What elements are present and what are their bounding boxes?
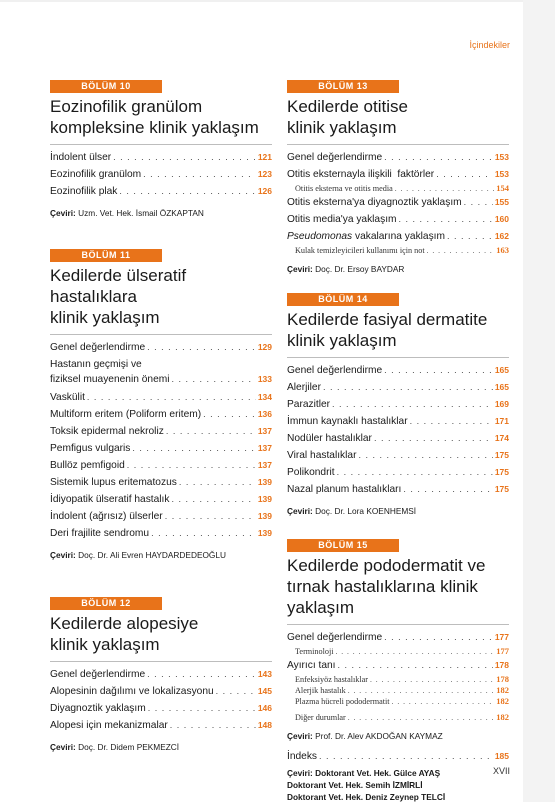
dot-leader: [216, 683, 256, 700]
toc-page-number: 163: [496, 245, 509, 255]
toc-page-number: 139: [257, 477, 272, 487]
toc-entry-text: Eozinofilik plak: [50, 186, 118, 197]
translator-label: Çeviri:: [50, 208, 79, 218]
toc-entry-text: Kulak temizleyicileri kullanımı için not: [295, 246, 425, 255]
dot-leader: [410, 413, 493, 430]
toc-page-number: 153: [494, 152, 509, 162]
dot-leader: [427, 245, 495, 256]
toc-entry[interactable]: [50, 440, 272, 457]
translator-credit: [50, 741, 272, 753]
dot-leader: [338, 657, 493, 674]
translator-credit: [50, 549, 272, 561]
toc-entry-text: Vaskülit: [50, 392, 85, 403]
chapter-section: [287, 539, 509, 742]
toc-subentry[interactable]: [287, 674, 509, 685]
toc-entry[interactable]: [287, 166, 509, 183]
chapter-title: [50, 96, 272, 138]
toc-entry-text: Genel değerlendirme: [287, 152, 383, 163]
toc-page-number: 175: [494, 450, 509, 460]
chapter-badge: BÖLÜM 13: [287, 80, 399, 93]
title-rule: [50, 661, 272, 662]
toc-entry-text: Ayırıcı tanı: [287, 660, 336, 671]
chapter-badge: BÖLÜM 14: [287, 293, 399, 306]
translator-name: Uzm. Vet. Hek. İsmail ÖZKAPTAN: [78, 208, 204, 218]
chapter-title-line: Kedilerde alopesiye: [50, 614, 199, 633]
translator-label: Çeviri:: [287, 506, 316, 516]
toc-entry[interactable]: [50, 183, 272, 200]
dot-leader: [127, 457, 256, 474]
toc-page-number: 154: [496, 183, 509, 193]
toc-entry[interactable]: [50, 666, 272, 683]
toc-entry-text: Bullöz pemfigoid: [50, 460, 125, 471]
toc-entry-text: İndolent ülser: [50, 152, 112, 163]
translator-name: Doç. Dr. Ersoy BAYDAR: [315, 264, 405, 274]
toc-entry[interactable]: [50, 423, 272, 440]
toc-entry-text: Alopesinin dağılımı ve lokalizasyonu: [50, 686, 214, 697]
chapter-title-line: tırnak hastalıklarına klinik: [287, 577, 478, 596]
toc-page-number: 178: [496, 674, 509, 684]
chapter-title: [287, 96, 509, 138]
translator-line: [287, 791, 509, 803]
chapter-title-line: yaklaşım: [287, 598, 355, 617]
dot-leader: [171, 491, 255, 508]
translator-name: Doktorant Vet. Hek. Semih İZMİRLİ: [287, 780, 423, 790]
dot-leader: [332, 396, 493, 413]
translator-credit: [50, 207, 272, 219]
chapter-section: [50, 597, 272, 753]
toc-page-number: 134: [257, 392, 272, 402]
toc-entry-text: Sistemik lupus eritematozus: [50, 477, 177, 488]
dot-leader: [403, 481, 492, 498]
dot-leader: [165, 508, 256, 525]
toc-page-number: 178: [494, 660, 509, 670]
toc-entry[interactable]: [50, 339, 272, 356]
toc-entry-text: Pemfigus vulgaris: [50, 443, 131, 454]
translator-label: Çeviri:: [50, 742, 79, 752]
dot-leader: [203, 406, 256, 423]
dot-leader: [436, 166, 493, 183]
toc-entry-text: Otitis eksterna ve otitis media: [295, 184, 393, 193]
toc-entry-text: Genel değerlendirme: [50, 669, 146, 680]
translator-name: Prof. Dr. Alev AKDOĞAN KAYMAZ: [315, 731, 443, 741]
dot-leader: [399, 211, 493, 228]
dot-leader: [336, 646, 495, 657]
toc-entry-text: Terminoloji: [295, 647, 334, 656]
toc-entry-text: Hastanın geçmişi ve: [50, 359, 142, 370]
dot-leader: [374, 430, 493, 447]
chapter-title-line: Kedilerde pododermatit ve: [287, 556, 486, 575]
toc-entry[interactable]: [287, 149, 509, 166]
dot-leader: [132, 440, 255, 457]
toc-subentry[interactable]: [287, 712, 509, 723]
chapter-section: [50, 249, 272, 561]
toc-page-number: 129: [257, 342, 272, 352]
translator-name: Doç. Dr. Ali Evren HAYDARDEDEOĞLU: [78, 550, 226, 560]
chapter-title-line: klinik yaklaşım: [50, 308, 160, 327]
translator-line: [287, 779, 509, 791]
toc-entry-text: Viral hastalıklar: [287, 450, 357, 461]
translator-name: Doktorant Vet. Hek. Deniz Zeynep TELCİ: [287, 792, 446, 802]
toc-entry[interactable]: [287, 430, 509, 447]
page-number: XVII: [492, 766, 510, 776]
toc-page-number: 126: [257, 186, 272, 196]
toc-subentry[interactable]: [287, 646, 509, 657]
chapter-title: [287, 309, 509, 351]
title-rule: [287, 624, 509, 625]
toc-entry[interactable]: [50, 389, 272, 406]
dot-leader: [348, 685, 495, 696]
toc-entry[interactable]: [287, 447, 509, 464]
dot-leader: [464, 194, 493, 211]
chapter-title-line: Kedilerde otitise: [287, 97, 408, 116]
dot-leader: [323, 379, 493, 396]
dot-leader: [87, 389, 256, 406]
toc-entry[interactable]: [287, 379, 509, 396]
right-column: [287, 80, 509, 803]
toc-page-number: 137: [257, 460, 272, 470]
toc-page-number: 153: [494, 169, 509, 179]
toc-entry-text: Alopesi için mekanizmalar: [50, 720, 168, 731]
dot-leader: [147, 339, 256, 356]
chapter-title-line: klinik yaklaşım: [50, 635, 160, 654]
title-rule: [50, 334, 272, 335]
toc-entry[interactable]: [50, 491, 272, 508]
chapter-badge: BÖLÜM 11: [50, 249, 162, 262]
toc-entry[interactable]: [50, 149, 272, 166]
final-translators: [287, 767, 509, 803]
toc-page-number: 139: [257, 494, 272, 504]
toc-entry-text: Enfeksiyöz hastalıklar: [295, 675, 368, 684]
dot-leader: [151, 525, 256, 542]
title-rule: [287, 144, 509, 145]
toc-entry[interactable]: [287, 481, 509, 498]
toc-page-number: 175: [494, 484, 509, 494]
dot-leader: [148, 700, 256, 717]
translator-name: Doktorant Vet. Hek. Gülce AYAŞ: [315, 768, 441, 778]
toc-page-number: 175: [494, 467, 509, 477]
toc-page-number: 177: [496, 646, 509, 656]
toc-page-number: 123: [257, 169, 272, 179]
translator-name: Doç. Dr. Didem PEKMEZCİ: [78, 742, 180, 752]
toc-entry[interactable]: [50, 474, 272, 491]
toc-entry-text: Diyagnoztik yaklaşım: [50, 703, 146, 714]
toc-entry-row: [50, 372, 272, 387]
toc-page-number: 139: [257, 511, 272, 521]
dot-leader: [171, 372, 255, 386]
toc-entry[interactable]: [50, 683, 272, 700]
toc-entry-text: Parazitler: [287, 399, 331, 410]
chapter-badge: BÖLÜM 12: [50, 597, 162, 610]
title-rule: [50, 144, 272, 145]
toc-page-number: 137: [257, 426, 272, 436]
toc-entry[interactable]: [287, 657, 509, 674]
toc-entry-text: İndeks: [287, 751, 318, 762]
toc-entry[interactable]: [50, 166, 272, 183]
toc-entry-text: İdiyopatik ülseratif hastalık: [50, 494, 170, 505]
index-section: [287, 748, 509, 765]
toc-page-number: 165: [494, 382, 509, 392]
toc-entry[interactable]: [50, 406, 272, 423]
header-rule: [0, 0, 555, 2]
toc-entry-text: Alerjik hastalık: [295, 686, 346, 695]
toc-page-number: 182: [496, 685, 509, 695]
chapter-badge: BÖLÜM 10: [50, 80, 162, 93]
translator-label: Çeviri:: [287, 264, 316, 274]
chapter-title-line: kompleksine klinik yaklaşım: [50, 118, 259, 137]
toc-page-number: 137: [257, 443, 272, 453]
translator-credit: [287, 730, 509, 742]
chapter-title-line: klinik yaklaşım: [287, 118, 397, 137]
toc-entry-text: Deri frajilite sendromu: [50, 528, 150, 539]
chapter-section: [287, 293, 509, 517]
toc-subentry[interactable]: [287, 245, 509, 256]
chapter-title-line: Kedilerde ülseratif hastalıklara: [50, 266, 187, 306]
translator-line: [287, 767, 509, 779]
toc-entry[interactable]: [50, 508, 272, 525]
chapter-title-line: Eozinofilik granülom: [50, 97, 203, 116]
toc-entry-text-rest: vakalarına yaklaşım: [352, 231, 445, 242]
dot-leader: [384, 149, 493, 166]
toc-entry-italic: Pseudomonas: [287, 231, 353, 242]
toc-entry[interactable]: [50, 700, 272, 717]
toc-entry[interactable]: [287, 413, 509, 430]
toc-subentry[interactable]: [287, 685, 509, 696]
toc-page-number: 143: [257, 669, 272, 679]
translator-label: Çeviri:: [50, 550, 79, 560]
toc-entry-text: Polikondrit: [287, 467, 335, 478]
toc-entry[interactable]: [50, 356, 272, 389]
toc-entry-text: Otitis eksterna'ya diyagnoztik yaklaşım: [287, 197, 462, 208]
dot-leader: [179, 474, 256, 491]
toc-page-number: 133: [257, 374, 272, 384]
toc-page-number: 177: [494, 632, 509, 642]
title-rule: [287, 357, 509, 358]
toc-page-number: 174: [494, 433, 509, 443]
toc-page-number: 139: [257, 528, 272, 538]
left-column: [50, 80, 272, 753]
toc-entry[interactable]: [287, 228, 509, 245]
translator-label: Çeviri:: [287, 731, 316, 741]
toc-subentry[interactable]: [287, 183, 509, 194]
toc-entry-text: Otitis eksternayla ilişkili faktörler: [287, 169, 435, 180]
toc-entry-text: İmmun kaynaklı hastalıklar: [287, 416, 408, 427]
toc-entry-text: [287, 228, 445, 245]
dot-leader: [447, 228, 493, 245]
dot-leader: [395, 183, 494, 194]
toc-entry-text: İndolent (ağrısız) ülserler: [50, 511, 163, 522]
dot-leader: [319, 748, 493, 765]
dot-leader: [119, 183, 255, 200]
toc-entry-text: Toksik epidermal nekroliz: [50, 426, 164, 437]
toc-entry-text: Plazma hücreli pododermatit: [295, 697, 390, 706]
toc-entry[interactable]: [50, 457, 272, 474]
dot-leader: [384, 629, 493, 646]
toc-page-number: 136: [257, 409, 272, 419]
toc-page-number: 165: [494, 365, 509, 375]
toc-page-number: 155: [494, 197, 509, 207]
chapter-section: [287, 80, 509, 275]
toc-entry[interactable]: [50, 717, 272, 734]
toc-entry[interactable]: [287, 629, 509, 646]
toc-page-number: 182: [496, 696, 509, 706]
dot-leader: [370, 674, 494, 685]
toc-entry[interactable]: [287, 211, 509, 228]
toc-entry-text: Genel değerlendirme: [287, 365, 383, 376]
chapter-title: [50, 613, 272, 655]
toc-page-number: 171: [494, 416, 509, 426]
toc-entry-text: Diğer durumlar: [295, 713, 346, 722]
dot-leader: [113, 149, 256, 166]
toc-entry-text: Multiform eritem (Poliform eritem): [50, 409, 202, 420]
translator-name: Doç. Dr. Lora KOENHEMSİ: [315, 506, 417, 516]
dot-leader: [358, 447, 492, 464]
dot-leader: [170, 717, 256, 734]
chapter-title-line: Kedilerde fasiyal dermatite: [287, 310, 488, 329]
toc-entry-text: Genel değerlendirme: [50, 342, 146, 353]
toc-page-number: 185: [494, 751, 509, 761]
toc-entry[interactable]: [287, 362, 509, 379]
dot-leader: [348, 712, 495, 723]
chapter-badge: BÖLÜM 15: [287, 539, 399, 552]
toc-entry-text: Nodüler hastalıklar: [287, 433, 372, 444]
chapter-section: [50, 80, 272, 219]
toc-page-number: 146: [257, 703, 272, 713]
dot-leader: [147, 666, 256, 683]
chapter-title: [50, 265, 272, 328]
toc-entry[interactable]: [287, 396, 509, 413]
toc-page-number: 169: [494, 399, 509, 409]
translator-credit: [287, 263, 509, 275]
dot-leader: [166, 423, 256, 440]
toc-entry-text: Alerjiler: [287, 382, 321, 393]
toc-page-number: 160: [494, 214, 509, 224]
toc-entry-text: Nazal planum hastalıkları: [287, 484, 402, 495]
toc-page-number: 182: [496, 712, 509, 722]
toc-entry-text: Genel değerlendirme: [287, 632, 383, 643]
toc-entry-text: fiziksel muayenenin önemi: [50, 374, 170, 385]
running-head: İçindekiler: [469, 40, 510, 50]
chapter-title-line: klinik yaklaşım: [287, 331, 397, 350]
toc-entry[interactable]: [50, 525, 272, 542]
translator-credit: [287, 505, 509, 517]
chapter-title: [287, 555, 509, 618]
toc-entry[interactable]: [287, 194, 509, 211]
toc-page-number: 148: [257, 720, 272, 730]
dot-leader: [143, 166, 256, 183]
dot-leader: [384, 362, 493, 379]
toc-entry[interactable]: [287, 748, 509, 765]
toc-page-number: 162: [494, 231, 509, 241]
dot-leader: [392, 696, 495, 707]
translator-label: Çeviri:: [287, 768, 316, 778]
toc-entry-text: Otitis media'ya yaklaşım: [287, 214, 397, 225]
toc-entry[interactable]: [287, 464, 509, 481]
toc-entry-text: Eozinofilik granülom: [50, 169, 142, 180]
dot-leader: [337, 464, 493, 481]
toc-page-number: 145: [257, 686, 272, 696]
page-edge-band: [523, 0, 555, 802]
toc-subentry[interactable]: [287, 696, 509, 707]
toc-page-number: 121: [257, 152, 272, 162]
